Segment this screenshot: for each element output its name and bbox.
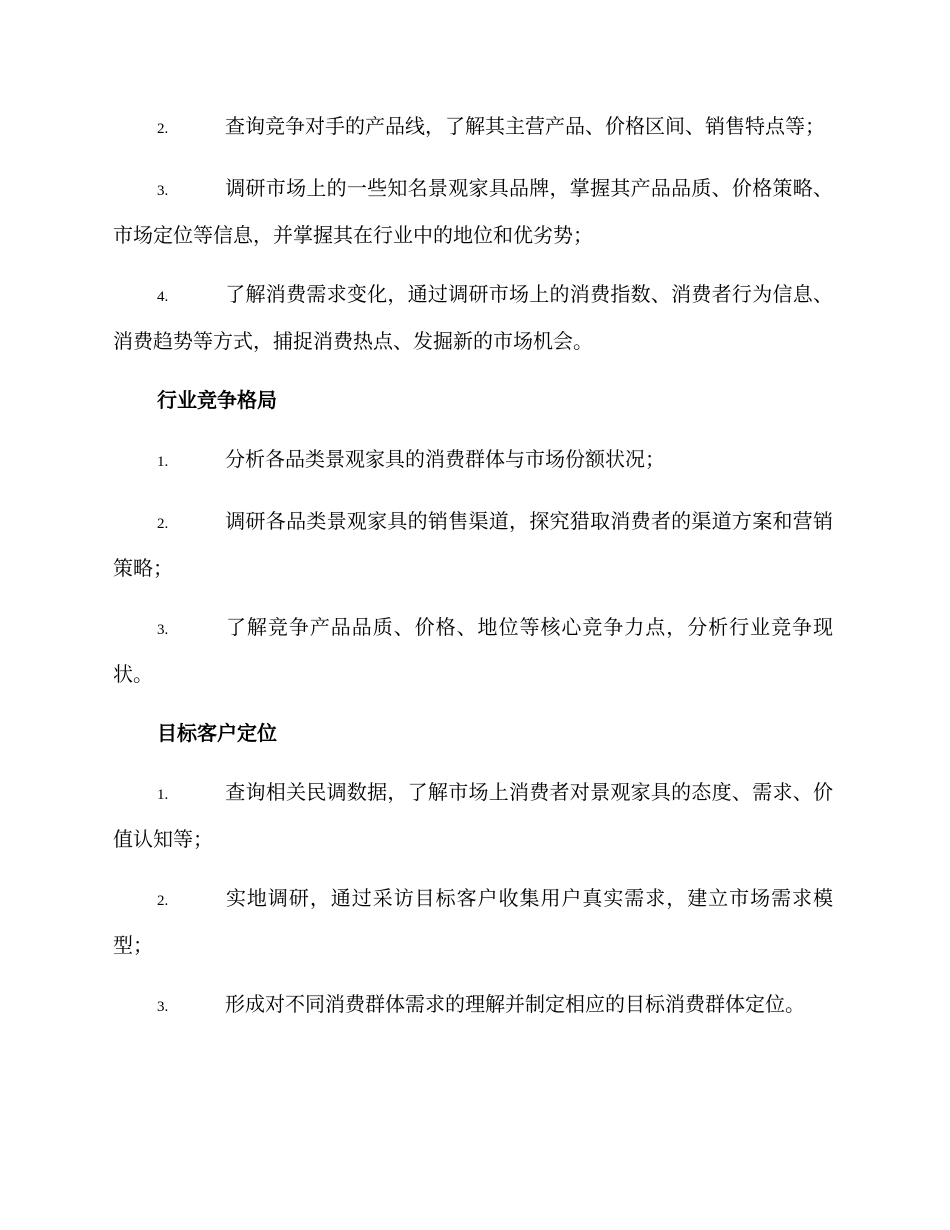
list-text: 查询相关民调数据，了解市场上消费者对景观家具的态度、需求、价值认知等； — [113, 780, 833, 851]
list-text: 查询竞争对手的产品线，了解其主营产品、价格区间、销售特点等； — [225, 114, 825, 138]
section-heading-industry-competition: 行业竞争格局 — [157, 388, 277, 412]
list-number: 3. — [157, 622, 169, 638]
list-item — [113, 876, 833, 967]
list-item — [113, 605, 833, 696]
list-text: 形成对不同消费群体需求的理解并制定相应的目标消费群体定位。 — [225, 992, 805, 1016]
list-text: 实地调研，通过采访目标客户收集用户真实需求，建立市场需求模型； — [113, 886, 833, 957]
document-page — [113, 104, 833, 1044]
section-heading-target-customer: 目标客户定位 — [157, 721, 277, 745]
list-item — [113, 166, 833, 257]
list-number: 2. — [157, 516, 169, 532]
list-text: 调研各品类景观家具的销售渠道，探究猎取消费者的渠道方案和营销策略； — [113, 509, 833, 580]
list-item — [113, 499, 833, 590]
list-item — [113, 104, 833, 151]
list-number: 1. — [157, 454, 169, 470]
list-number: 2. — [157, 893, 169, 909]
list-text: 分析各品类景观家具的消费群体与市场份额状况； — [225, 447, 665, 471]
list-text: 了解消费需求变化，通过调研市场上的消费指数、消费者行为信息、消费趋势等方式，捕捉消费热点、发掘新的市场机会。 — [113, 282, 833, 353]
list-number: 3. — [157, 999, 169, 1015]
list-text: 调研市场上的一些知名景观家具品牌，掌握其产品品质、价格策略、市场定位等信息，并掌握其在行业中的地位和优劣势； — [113, 176, 833, 247]
list-item — [113, 272, 833, 363]
list-number: 4. — [157, 289, 169, 305]
list-text: 了解竞争产品品质、价格、地位等核心竞争力点，分析行业竞争现状。 — [113, 615, 833, 686]
list-item — [113, 982, 833, 1029]
list-number: 1. — [157, 787, 169, 803]
list-number: 2. — [157, 121, 169, 137]
list-number: 3. — [157, 183, 169, 199]
list-item — [113, 770, 833, 861]
list-item — [113, 437, 833, 484]
